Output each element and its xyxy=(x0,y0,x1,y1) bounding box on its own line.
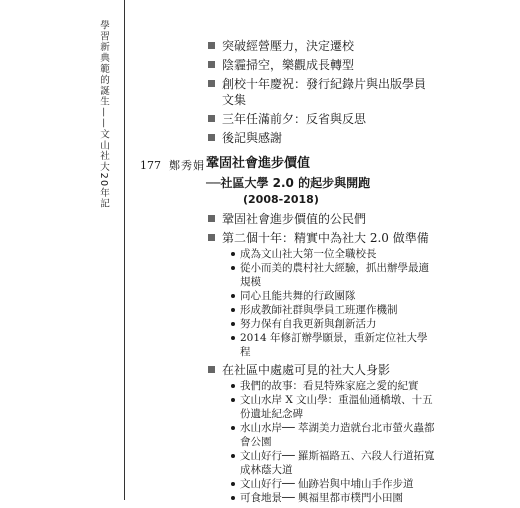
square-bullet-icon xyxy=(208,61,215,68)
dot-bullet-icon xyxy=(231,322,235,326)
toc-subsection[interactable] xyxy=(222,379,436,393)
toc-subsection[interactable] xyxy=(222,331,436,359)
toc-section[interactable] xyxy=(206,230,436,359)
margin-rule xyxy=(124,0,125,500)
square-bullet-icon xyxy=(208,234,215,241)
dot-bullet-icon xyxy=(231,398,235,402)
square-bullet-icon xyxy=(208,215,215,222)
toc-item-label: 陰霾掃空，樂觀成長轉型 xyxy=(222,58,355,72)
toc-item[interactable] xyxy=(206,130,436,146)
toc-item[interactable] xyxy=(206,57,436,73)
toc-item-label: 突破經營壓力，決定遷校 xyxy=(222,39,355,53)
toc-subsection-label: 文山水岸 X 文山學：重溫仙通橋墩、十五份遺址紀念碑 xyxy=(240,394,433,420)
toc-item-label: 三年任滿前夕：反省與反思 xyxy=(222,112,367,126)
toc-item-label: 後記與感謝 xyxy=(222,131,283,145)
toc-subsection-label: 同心且能共舞的行政團隊 xyxy=(240,290,356,302)
toc-section-label: 在社區中處處可見的社大人身影 xyxy=(222,363,391,377)
toc-subsection[interactable] xyxy=(222,289,436,303)
toc-section[interactable] xyxy=(206,362,436,505)
chapter-subtitle: ──社區大學 2.0 的起步與開跑 xyxy=(206,176,371,190)
toc-subsection[interactable] xyxy=(222,477,436,491)
square-bullet-icon xyxy=(208,366,215,373)
toc-section-label: 鞏固社會進步價值的公民們 xyxy=(222,212,367,226)
toc-subsection[interactable] xyxy=(222,491,436,505)
dot-bullet-icon xyxy=(231,496,235,500)
toc-item[interactable] xyxy=(206,38,436,54)
toc-subsection[interactable] xyxy=(222,317,436,331)
toc-subsection-label: 可食地景── 興福里都市樸門小田園 xyxy=(240,492,403,504)
toc-subsection-label: 從小而美的農村社大經驗，抓出辦學最適規模 xyxy=(240,262,429,288)
toc-subsection-label: 文山好行── 仙跡岩與中埔山手作步道 xyxy=(240,478,414,490)
dot-bullet-icon xyxy=(231,482,235,486)
toc-subsection-label: 2014 年修訂辦學願景，重新定位社大學程 xyxy=(240,332,428,358)
toc-subsection-label: 水山水岸── 萃湖美力造就台北市螢火蟲都會公園 xyxy=(240,422,435,448)
chapter-page-number: 177 xyxy=(140,159,161,172)
toc-subsection-list xyxy=(222,379,436,505)
toc-subsection-label: 努力保有自我更新與創新活力 xyxy=(240,318,377,330)
dot-bullet-icon xyxy=(231,336,235,340)
toc-subsection[interactable] xyxy=(222,261,436,289)
dot-bullet-icon xyxy=(231,294,235,298)
chapter-author: 鄭秀娟 xyxy=(169,159,205,172)
dot-bullet-icon xyxy=(231,252,235,256)
toc-item[interactable] xyxy=(206,76,436,108)
chapter-title[interactable]: 鞏固社會進步價值 xyxy=(206,156,311,171)
square-bullet-icon xyxy=(208,80,215,87)
dot-bullet-icon xyxy=(231,384,235,388)
running-book-title: 學習新典範的誕生——文山社大20年記 xyxy=(98,20,109,210)
dot-bullet-icon xyxy=(231,426,235,430)
previous-chapter-sections xyxy=(206,38,436,149)
toc-subsection-label: 成為文山社大第一位全職校長 xyxy=(240,248,377,260)
toc-subsection[interactable] xyxy=(222,303,436,317)
toc-item[interactable] xyxy=(206,111,436,127)
square-bullet-icon xyxy=(208,42,215,49)
toc-subsection-label: 形成教師社群與學員工班運作機制 xyxy=(240,304,398,316)
toc-item-label: 創校十年慶祝：發行紀錄片與出版學員文集 xyxy=(222,77,427,107)
square-bullet-icon xyxy=(208,115,215,122)
square-bullet-icon xyxy=(208,134,215,141)
dot-bullet-icon xyxy=(231,266,235,270)
toc-subsection-label: 我們的故事：看見特殊家庭之愛的紀實 xyxy=(240,380,419,392)
toc-subsection-list xyxy=(222,247,436,359)
toc-subsection[interactable] xyxy=(222,393,436,421)
toc-subsection[interactable] xyxy=(222,421,436,449)
toc-subsection-label: 文山好行── 羅斯福路五、六段人行道拓寬成林蔭大道 xyxy=(240,450,435,476)
toc-section-label: 第二個十年：精實中為社大 2.0 做準備 xyxy=(222,231,429,245)
toc-subsection[interactable] xyxy=(222,449,436,477)
chapter-sections xyxy=(206,211,436,508)
toc-section[interactable] xyxy=(206,211,436,227)
toc-subsection[interactable] xyxy=(222,247,436,261)
dot-bullet-icon xyxy=(231,308,235,312)
dot-bullet-icon xyxy=(231,454,235,458)
chapter-years: (2008-2018) xyxy=(243,193,319,206)
